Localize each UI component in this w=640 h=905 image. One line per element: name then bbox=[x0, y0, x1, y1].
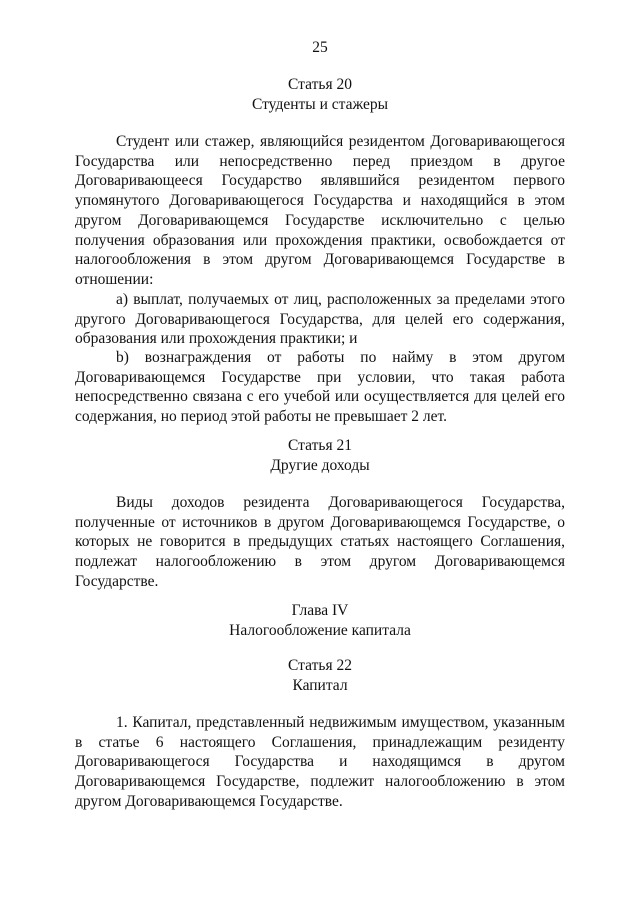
article-20-item-a: a) выплат, получаемых от лиц, расположенных за пределами этого другого Договаривающегося Государства, для целей его содержания, образования или прохождения практики; и bbox=[75, 291, 565, 348]
article-20-intro-paragraph: Студент или стажер, являющийся резидентом Договаривающегося Государства или непосредственно перед приездом в другое Договаривающееся Государство являвшийся резидентом первого упомянутого Договаривающегося Государства и находящийся в этом другом Договаривающемся Государстве исключительно с целью получения образования или прохождения практики, освобождается от налогообложения в этом другом Договаривающемся Государстве в отношении: bbox=[75, 133, 565, 288]
article-20-title: Студенты и стажеры bbox=[251, 96, 389, 113]
article-20-number: Статья 20 bbox=[288, 76, 352, 93]
article-20-item-b: b) вознаграждения от работы по найму в этом другом Договаривающемся Государстве при условии, что такая работа непосредственно связана с его учебой или осуществляется для целей его содержания, но период этой работы не превышает 2 лет. bbox=[75, 349, 565, 426]
chapter-4-number: Глава IV bbox=[291, 602, 349, 619]
article-22-title: Капитал bbox=[292, 677, 348, 694]
article-21-paragraph: Виды доходов резидента Договаривающегося Государства, полученные от источников в другом Договаривающемся Государстве, о которых не говорится в предыдущих статьях настоящего Соглашения, подлежат налогообложению в этом другом Договаривающемся Государстве. bbox=[75, 494, 565, 590]
article-21-number: Статья 21 bbox=[288, 437, 352, 454]
article-21-title: Другие доходы bbox=[270, 457, 370, 474]
chapter-4-title: Налогообложение капитала bbox=[229, 622, 411, 639]
article-22-item-1: 1. Капитал, представленный недвижимым имуществом, указанным в статье 6 настоящего Соглашения, принадлежащим резиденту Договаривающегося Государства и находящимся в другом Договаривающемся Государстве, подлежит налогообложению в этом другом Договаривающемся Государстве. bbox=[75, 714, 565, 810]
article-22-number: Статья 22 bbox=[288, 657, 352, 674]
page-number: 25 bbox=[312, 39, 328, 56]
